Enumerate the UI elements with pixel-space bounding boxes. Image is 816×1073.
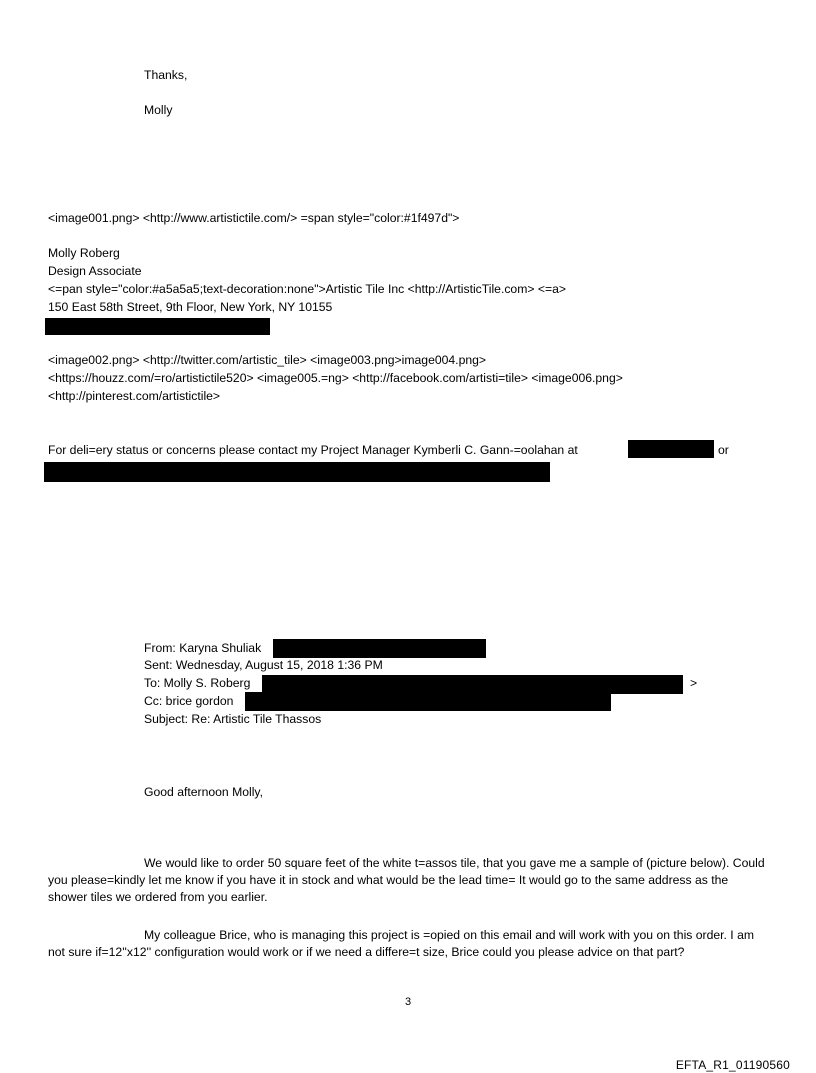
body-greeting: Good afternoon Molly, [144, 785, 264, 799]
redaction-from-email [273, 639, 486, 658]
signature-social-line-3: <http://pinterest.com/artistictile> [48, 389, 221, 403]
redaction-pm-email [44, 462, 550, 482]
body-paragraph-1 [48, 855, 770, 906]
closing-thanks: Thanks, [144, 68, 188, 82]
delivery-text: For deli=ery status or concerns please contact my Project Manager Kymberli C. Gann-=oolahan at [48, 443, 578, 457]
signature-company-line: <=pan style="color:#a5a5a5;text-decoration:none">Artistic Tile Inc <http://ArtisticTile.com> <=a> [48, 282, 566, 296]
header-to: To: Molly S. Roberg [144, 676, 251, 690]
header-from: From: Karyna Shuliak [144, 641, 262, 655]
page-number: 3 [404, 996, 412, 1008]
signature-logo-line: <image001.png> <http://www.artistictile.com/> =span style="color:#1f497d"> [48, 211, 460, 225]
closing-name: Molly [144, 103, 173, 117]
redaction-cc-email [245, 692, 611, 711]
signature-social-line-2: <https://houzz.com/=ro/artistictile520> <image005.=ng> <http://facebook.com/artisti=tile> <image006.png> [48, 371, 623, 385]
header-to-suffix: > [690, 676, 698, 690]
signature-social-line-1: <image002.png> <http://twitter.com/artistic_tile> <image003.png>image004.png> [48, 353, 487, 367]
signature-title: Design Associate [48, 264, 142, 278]
bates-number: EFTA_R1_01190560 [675, 1058, 790, 1072]
delivery-or: or [718, 443, 729, 457]
body-paragraph-2 [48, 927, 770, 961]
body-paragraph-1-text: We would like to order 50 square feet of the white t=assos tile, that you gave me a sample of (picture below). Could you please=kindly let me know if you have it in stock and what would be the lead time= It would go to the same address as the shower tiles we ordered from you earlier. [48, 856, 765, 904]
redaction-pm-phone [628, 440, 714, 458]
body-paragraph-2-text: My colleague Brice, who is managing this project is =opied on this email and will work with you on this order. I am not sure if=12''x12'' configuration would work or if we need a differe=t size, Brice could you please advice on that part? [48, 928, 755, 959]
signature-name: Molly Roberg [48, 246, 120, 260]
header-cc: Cc: brice gordon [144, 694, 234, 708]
signature-address: 150 East 58th Street, 9th Floor, New York, NY 10155 [48, 300, 333, 314]
header-sent: Sent: Wednesday, August 15, 2018 1:36 PM [144, 658, 383, 672]
header-subject: Subject: Re: Artistic Tile Thassos [144, 712, 322, 726]
redaction-phone [45, 318, 270, 335]
